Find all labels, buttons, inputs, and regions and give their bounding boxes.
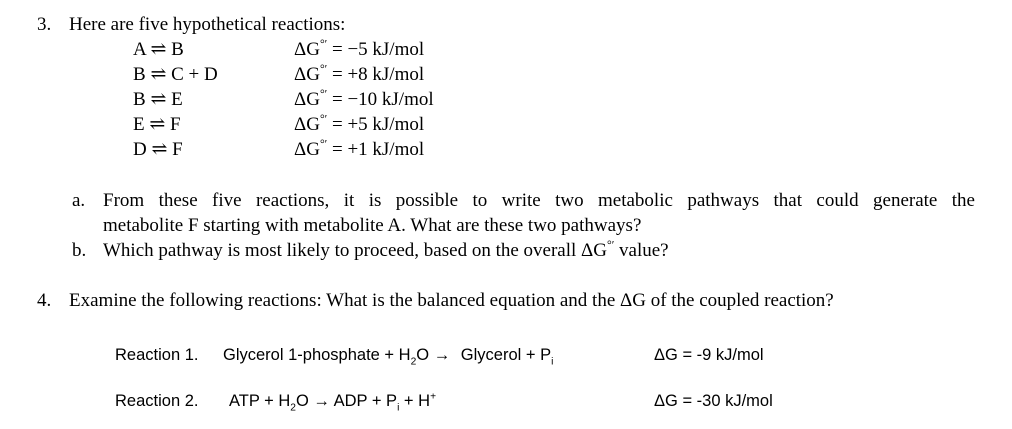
reaction-4-equation [133, 115, 181, 134]
dg-value: = −5 kJ/mol [331, 39, 425, 60]
reaction-2-dg: ΔG = -30 kJ/mol [654, 392, 773, 410]
dg-symbol: ΔG [581, 240, 607, 261]
dg-value: = +1 kJ/mol [331, 139, 425, 160]
question-4-number: 4. [37, 290, 52, 311]
dg-value: = +5 kJ/mol [331, 114, 425, 135]
dg-superscript: °′ [319, 87, 328, 101]
reaction-arrow-icon: → [313, 392, 330, 410]
dg-superscript: °′ [319, 62, 328, 76]
dg-symbol: ΔG [294, 89, 320, 110]
part-b-text-start: Which pathway is most likely to proceed, based on the overall [103, 240, 582, 261]
subscript: i [551, 356, 554, 368]
dg-superscript: °′ [319, 137, 328, 151]
part-a-line-2: metabolite F starting with metabolite A. What are these two pathways? [103, 215, 642, 236]
equilibrium-arrow-icon: ⇌ [150, 89, 167, 110]
reactant: D [133, 139, 147, 160]
part-b-text [103, 238, 669, 261]
subscript: 2 [290, 402, 296, 414]
reactant: A [133, 39, 146, 60]
product: F [172, 139, 183, 160]
superscript: + [430, 391, 437, 403]
reaction-1-label: Reaction 1. [115, 346, 199, 364]
equilibrium-arrow-icon: ⇌ [150, 64, 167, 85]
dg-symbol: ΔG [294, 39, 320, 60]
reaction-1-dg [294, 37, 425, 60]
dg-value: = +8 kJ/mol [331, 64, 425, 85]
reactant: B [133, 89, 146, 110]
reaction-2-formula [229, 391, 437, 414]
oxygen: O [416, 346, 430, 364]
reactant: E [133, 114, 145, 135]
reaction-5-dg [294, 137, 425, 160]
product: B [171, 39, 184, 60]
reaction-2-lhs: ATP + H [229, 392, 291, 410]
equilibrium-arrow-icon: ⇌ [150, 39, 167, 60]
reaction-2-dg [294, 62, 425, 85]
reaction-arrow-icon: → [433, 346, 451, 364]
reaction-2-rhs-b: + H [399, 392, 431, 410]
part-a-label: a. [72, 190, 86, 211]
reaction-4-dg [294, 112, 425, 135]
dg-value: = −10 kJ/mol [331, 89, 434, 110]
subscript: 2 [410, 356, 417, 368]
oxygen: O [295, 392, 309, 410]
reaction-1-lhs: Glycerol 1-phosphate + H [223, 346, 411, 364]
reactant: B [133, 64, 146, 85]
reaction-3-dg [294, 87, 434, 110]
product: E [171, 89, 183, 110]
dg-symbol: ΔG [294, 139, 320, 160]
dg-symbol: ΔG [294, 114, 320, 135]
product: F [170, 114, 181, 135]
part-b-text-end: value? [614, 240, 669, 261]
dg-superscript: °′ [607, 238, 615, 252]
question-4-text: Examine the following reactions: What is the balanced equation and the ΔG of the coupled reaction? [69, 290, 834, 311]
reaction-2-rhs: ADP + P [333, 392, 398, 410]
question-3-number: 3. [37, 14, 52, 35]
dg-superscript: °′ [319, 37, 328, 51]
product: C + D [171, 64, 218, 85]
reaction-1-dg: ΔG = -9 kJ/mol [654, 346, 764, 364]
reaction-1-formula [223, 346, 554, 368]
reaction-1-rhs: Glycerol + P [460, 346, 552, 364]
equilibrium-arrow-icon: ⇌ [151, 139, 168, 160]
part-b-label: b. [72, 240, 87, 261]
equilibrium-arrow-icon: ⇌ [149, 114, 166, 135]
part-a-line-1: From these five reactions, it is possible to write two metabolic pathways that could generate the [103, 190, 975, 211]
dg-superscript: °′ [319, 112, 328, 126]
dg-symbol: ΔG [294, 64, 320, 85]
question-3-intro: Here are five hypothetical reactions: [69, 14, 346, 35]
reaction-2-label: Reaction 2. [115, 392, 199, 410]
reaction-5-equation [133, 140, 183, 159]
subscript: i [397, 402, 400, 414]
reaction-2-equation [133, 65, 218, 84]
reaction-3-equation [133, 90, 183, 109]
reaction-1-equation [133, 40, 184, 59]
